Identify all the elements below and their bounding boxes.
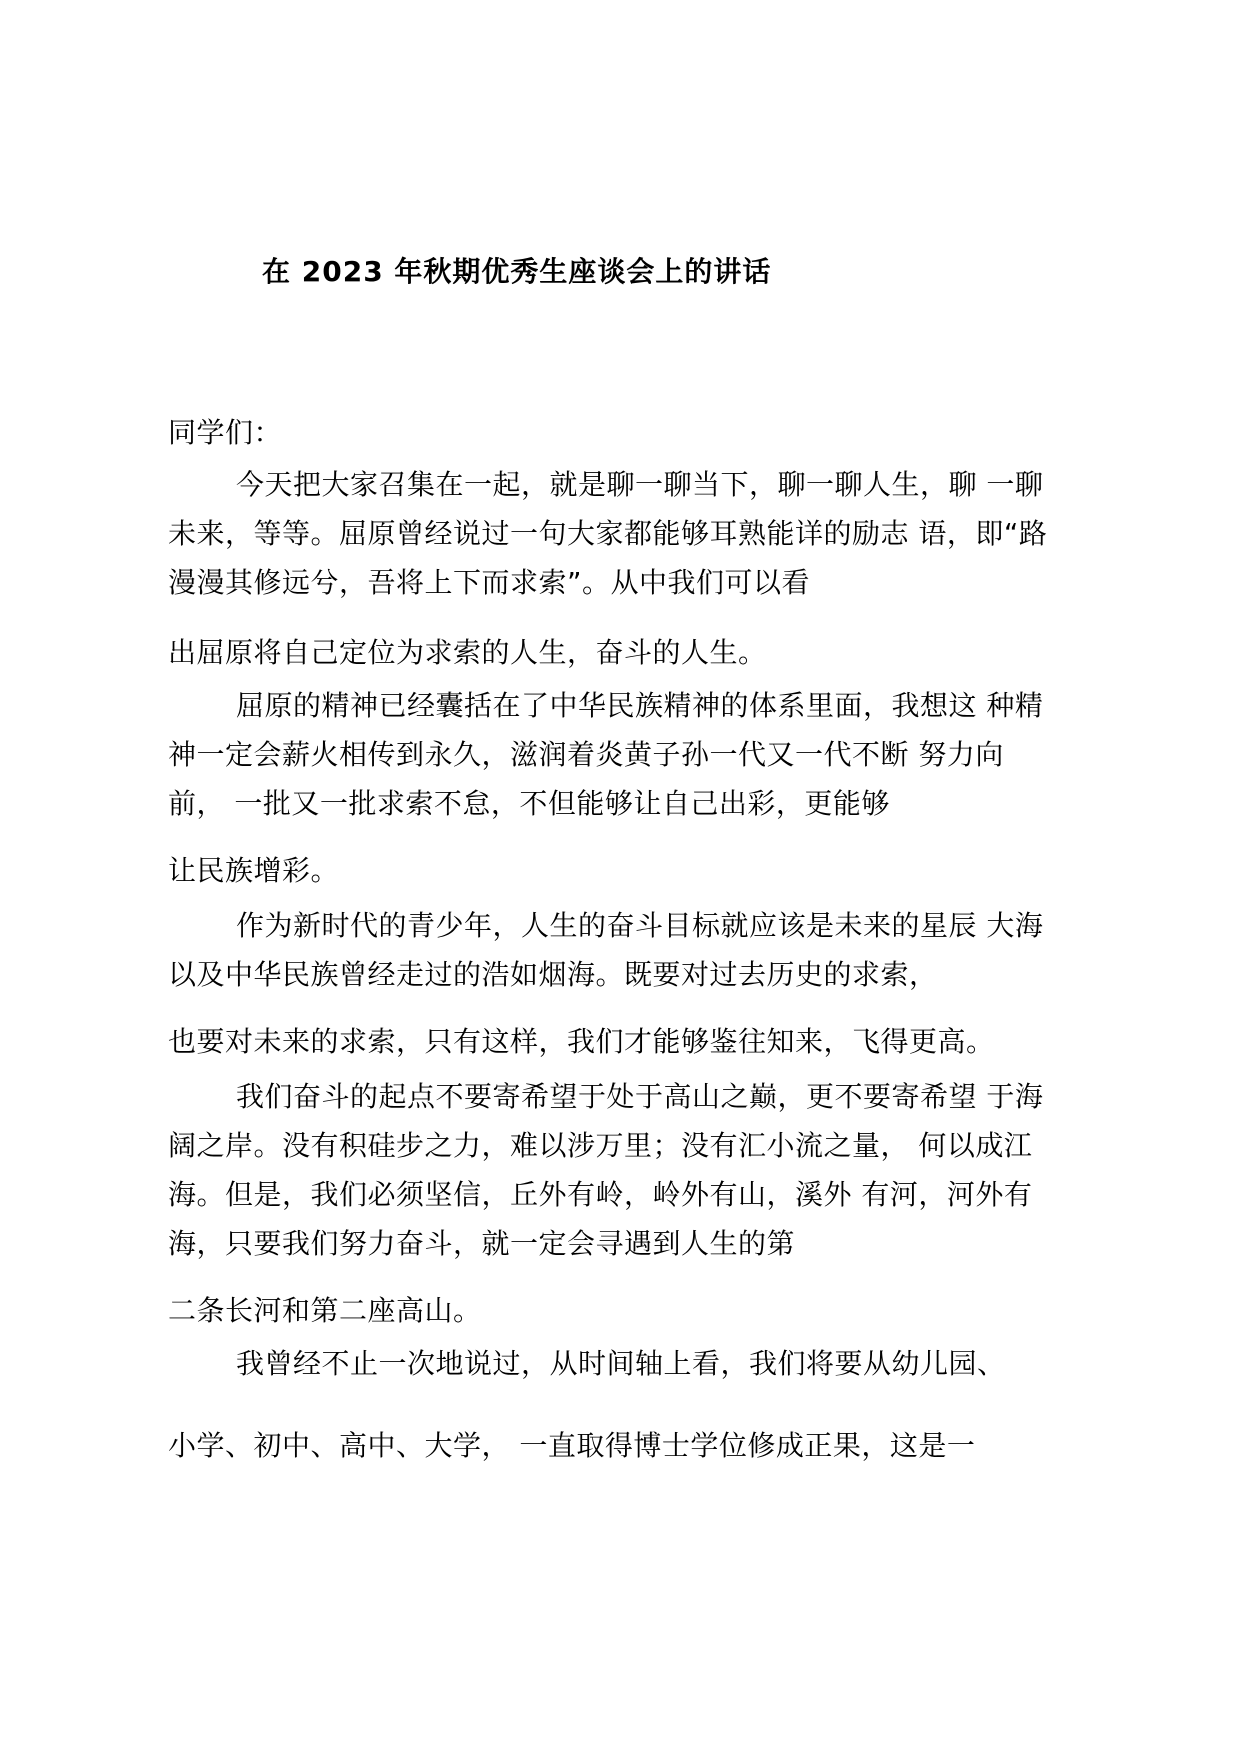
document-title: 在 2023 年秋期优秀生座谈会上的讲话 (262, 255, 772, 288)
paragraph-line: 作为新时代的青少年，人生的奋斗目标就应该是未来的星辰 大海 (236, 909, 1044, 942)
paragraph-line: 也要对未来的求索，只有这样，我们才能够鉴往知来，飞得更高。 (168, 1025, 995, 1058)
paragraph-line: 以及中华民族曾经走过的浩如烟海。既要对过去历史的求索， (168, 958, 938, 991)
paragraph-line: 二条长河和第二座高山。 (168, 1294, 482, 1327)
paragraph-line: 阔之岸。没有积硅步之力，难以涉万里；没有汇小流之量， 何以成江 (168, 1129, 1033, 1162)
paragraph-line: 前， 一批又一批求索不怠，不但能够让自己出彩，更能够 (168, 787, 890, 820)
paragraph-line: 漫漫其修远兮，吾将上下而求索”。从中我们可以看 (168, 566, 811, 599)
paragraph-line: 今天把大家召集在一起，就是聊一聊当下，聊一聊人生，聊 一聊 (236, 468, 1044, 501)
paragraph-line: 海，只要我们努力奋斗，就一定会寻遇到人生的第 (168, 1227, 796, 1260)
paragraph-line: 海。但是，我们必须坚信，丘外有岭，岭外有山，溪外 有河，河外有 (168, 1178, 1033, 1211)
paragraph-line: 小学、初中、高中、大学， 一直取得博士学位修成正果，这是一 (168, 1429, 976, 1462)
paragraph-line: 未来，等等。屈原曾经说过一句大家都能够耳熟能详的励志 语，即“路 (168, 517, 1048, 550)
paragraph-line: 出屈原将自己定位为求索的人生，奋斗的人生。 (168, 636, 767, 669)
paragraph-line: 屈原的精神已经囊括在了中华民族精神的体系里面，我想这 种精 (236, 689, 1044, 722)
paragraph-line: 神一定会薪火相传到永久，滋润着炎黄子孙一代又一代不断 努力向 (168, 738, 1004, 771)
paragraph-line: 我曾经不止一次地说过，从时间轴上看，我们将要从幼儿园、 (236, 1347, 1006, 1380)
salutation-line: 同学们： (168, 416, 283, 449)
paragraph-line: 让民族增彩。 (168, 854, 340, 887)
paragraph-line: 我们奋斗的起点不要寄希望于处于高山之巅，更不要寄希望 于海 (236, 1080, 1044, 1113)
